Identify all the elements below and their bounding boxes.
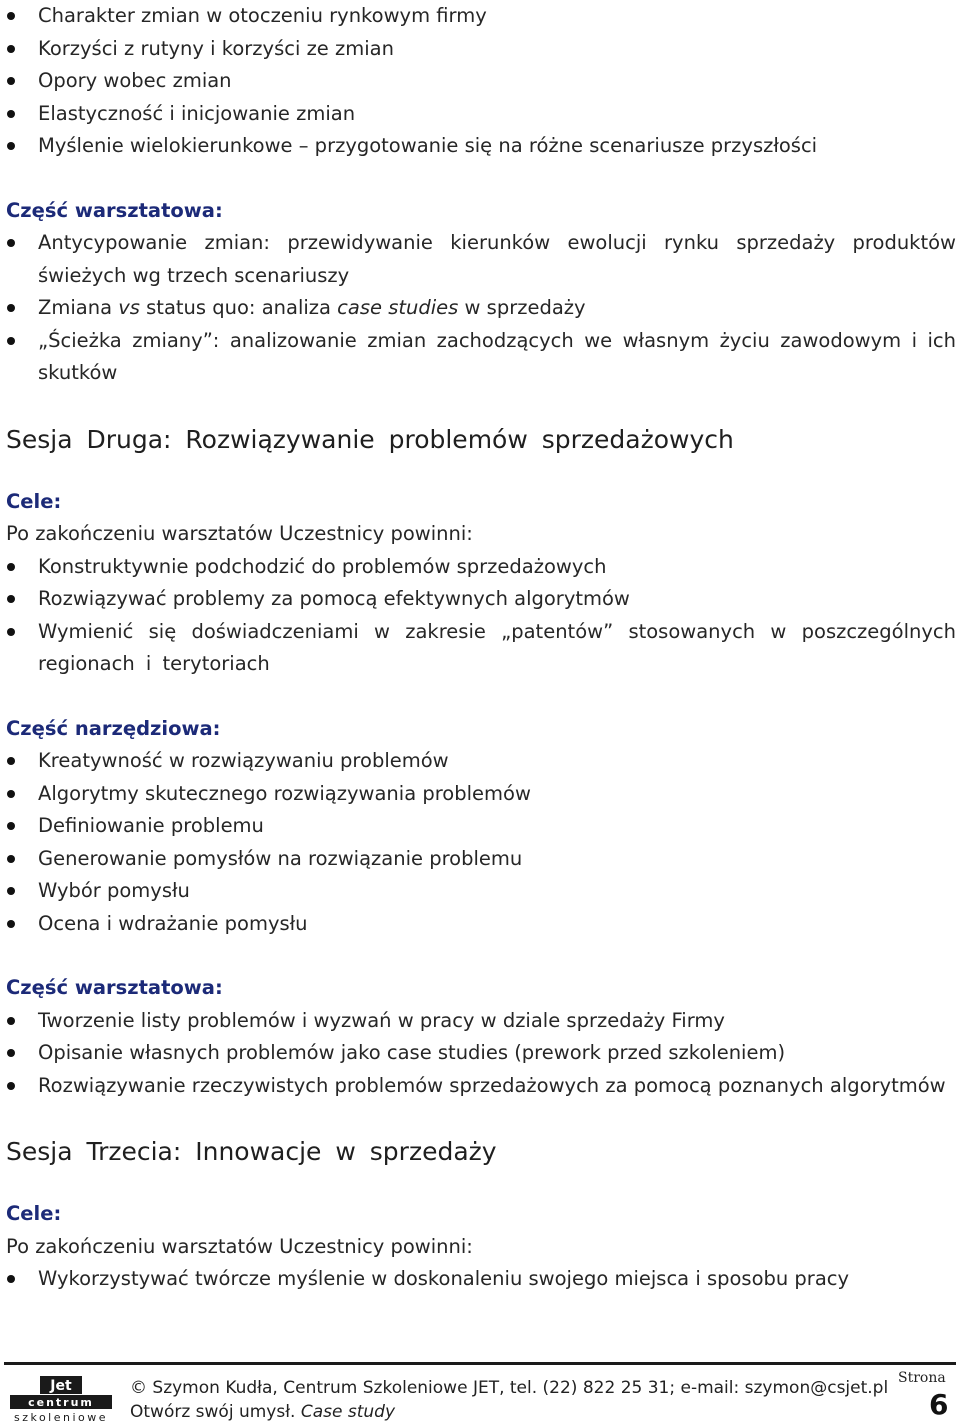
jet-logo — [10, 1376, 112, 1424]
session-title: Sesja Druga: Rozwiązywanie problemów sprzedażowych — [6, 424, 734, 454]
footer-copyright: © Szymon Kudła, Centrum Szkoleniowe JET, tel. (22) 822 25 31; e-mail: szymon@csjet.pl — [130, 1378, 889, 1398]
footer-tagline-text: Otwórz swój umysł. — [130, 1402, 301, 1422]
page-number: 6 — [929, 1388, 949, 1421]
goals-bullet-list — [6, 551, 956, 681]
footer-tagline-italic: Case study — [300, 1402, 396, 1422]
italic-text: vs — [118, 296, 140, 319]
list-item: Wykorzystywać twórcze myślenie w doskonaleniu swojego miejsca i sposobu pracy — [6, 1263, 956, 1296]
list-item: Wymienić się doświadczeniami w zakresie „patentów” stosowanych w poszczególnych regionach i terytoriach — [6, 616, 956, 681]
list-item: Wybór pomysłu — [6, 875, 956, 908]
document-body — [6, 0, 956, 1296]
session-title: Sesja Trzecia: Innowacje w sprzedaży — [6, 1137, 497, 1166]
text-segment: status quo: analiza — [139, 296, 338, 319]
section-heading-tools: Część narzędziowa: — [6, 716, 221, 740]
list-item: „Ścieżka zmiany”: analizowanie zmian zachodzących we własnym życiu zawodowym i ich skutków — [6, 325, 956, 390]
list-item: Korzyści z rutyny i korzyści ze zmian — [6, 33, 956, 66]
list-item: Ocena i wdrażanie pomysłu — [6, 908, 956, 941]
list-item: Definiowanie problemu — [6, 810, 956, 843]
svg-text:centrum: centrum — [28, 1396, 94, 1409]
workshop-bullet-list — [6, 1005, 956, 1103]
text-segment: Zmiana — [38, 296, 119, 319]
list-item: Charakter zmian w otoczeniu rynkowym firmy — [6, 0, 956, 33]
svg-text:Jet: Jet — [50, 1378, 72, 1394]
list-item: Myślenie wielokierunkowe – przygotowanie się na różne scenariusze przyszłości — [6, 130, 956, 163]
footer-text — [130, 1376, 888, 1424]
footer-tagline — [130, 1400, 888, 1424]
italic-text: case studies — [337, 296, 459, 319]
list-item: Konstruktywnie podchodzić do problemów sprzedażowych — [6, 551, 956, 584]
list-item: Rozwiązywać problemy za pomocą efektywnych algorytmów — [6, 583, 956, 616]
page-label: Strona — [898, 1370, 946, 1386]
section-heading-workshop: Część warsztatowa: — [6, 976, 223, 999]
goals-heading: Cele: — [6, 489, 62, 513]
goals-heading: Cele: — [6, 1202, 62, 1225]
workshop-bullet-list — [6, 227, 956, 390]
footer-divider — [4, 1362, 956, 1365]
text-segment: w sprzedaży — [458, 296, 586, 319]
list-item: Generowanie pomysłów na rozwiązanie problemu — [6, 843, 956, 876]
list-item: Antycypowanie zmian: przewidywanie kierunków ewolucji rynku sprzedaży produktów świeżych wg trzech scenariuszy — [6, 227, 956, 292]
goals-intro: Po zakończeniu warsztatów Uczestnicy powinni: — [6, 522, 473, 545]
list-item: Algorytmy skutecznego rozwiązywania problemów — [6, 778, 956, 811]
svg-text:szkoleniowe: szkoleniowe — [13, 1411, 109, 1424]
tools-bullet-list — [6, 745, 956, 940]
section-heading-workshop: Część warsztatowa: — [6, 198, 223, 222]
list-item: Tworzenie listy problemów i wyzwań w pracy w dziale sprzedaży Firmy — [6, 1005, 956, 1038]
list-item: Opory wobec zmian — [6, 65, 956, 98]
list-item — [6, 292, 956, 325]
list-item: Elastyczność i inicjowanie zmian — [6, 98, 956, 131]
top-bullet-list — [6, 0, 956, 163]
goals-bullet-list — [6, 1263, 956, 1296]
goals-intro: Po zakończeniu warsztatów Uczestnicy powinni: — [6, 1234, 473, 1258]
list-item: Rozwiązywanie rzeczywistych problemów sprzedażowych za pomocą poznanych algorytmów — [6, 1070, 956, 1103]
list-item: Opisanie własnych problemów jako case studies (prework przed szkoleniem) — [6, 1037, 956, 1070]
list-item: Kreatywność w rozwiązywaniu problemów — [6, 745, 956, 778]
